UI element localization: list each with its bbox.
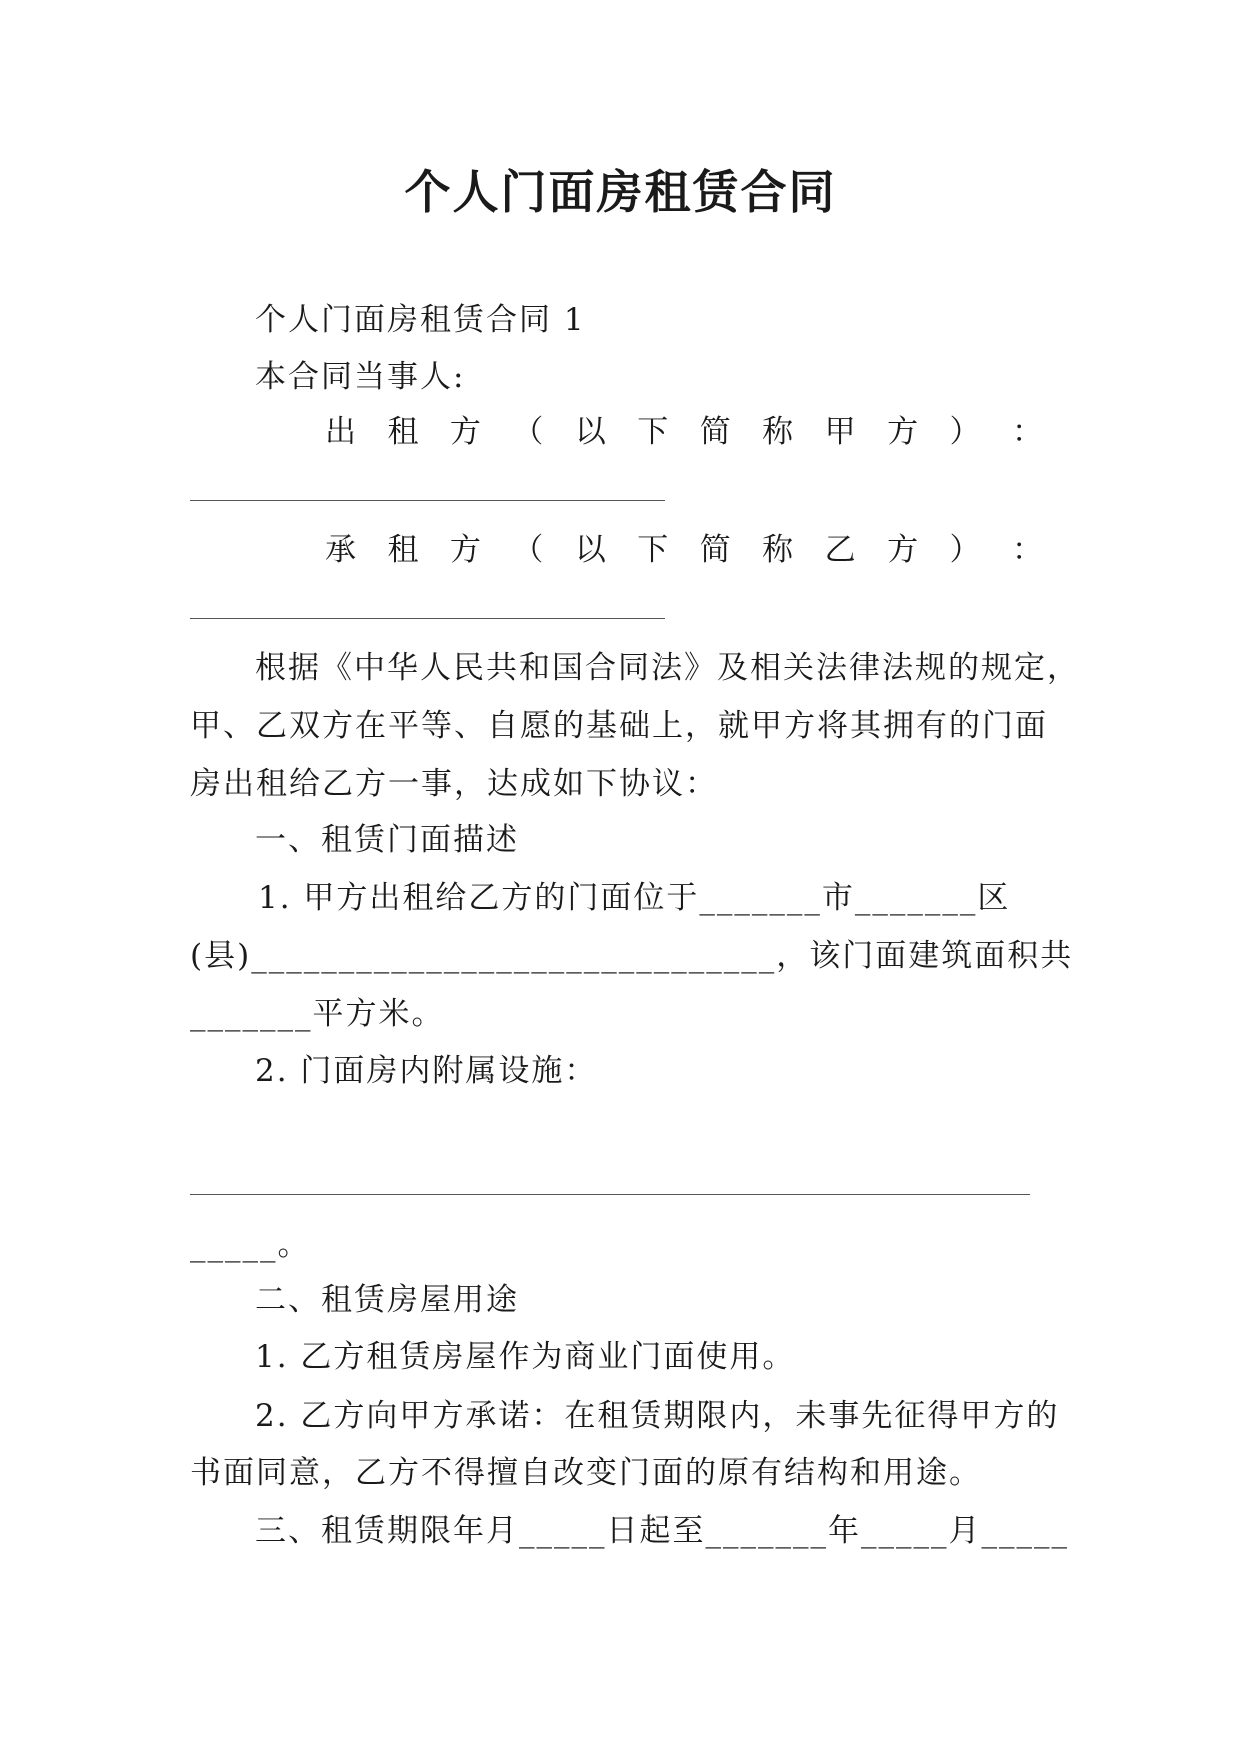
paragraph: 2. 门面房内附属设施： <box>255 1053 598 1089</box>
paragraph: 1. 甲方出租给乙方的门面位于_______市_______区 <box>258 880 1011 916</box>
section-heading: 三、租赁期限年月_____日起至_______年_____月_____ <box>255 1513 1069 1549</box>
paragraph: 本合同当事人: <box>255 359 466 395</box>
blank-line <box>190 500 665 501</box>
lessee-line: 承 租 方 （ 以 下 简 称 乙 方 ） ： <box>325 532 1045 568</box>
paragraph: 根据《中华人民共和国合同法》及相关法律法规的规定， <box>255 650 1080 686</box>
paragraph: 2. 乙方向甲方承诺：在租赁期限内，未事先征得甲方的 <box>255 1398 1060 1434</box>
lessor-line: 出 租 方 （ 以 下 简 称 甲 方 ） ： <box>325 414 1045 450</box>
paragraph: 个人门面房租赁合同 1 <box>255 302 586 338</box>
section-heading: 一、租赁门面描述 <box>255 822 519 858</box>
paragraph: 甲、乙双方在平等、自愿的基础上，就甲方将其拥有的门面 <box>190 708 1048 744</box>
section-heading: 二、租赁房屋用途 <box>255 1282 519 1318</box>
paragraph: 1. 乙方租赁房屋作为商业门面使用。 <box>255 1339 796 1375</box>
paragraph: 书面同意，乙方不得擅自改变门面的原有结构和用途。 <box>190 1455 982 1491</box>
blank-line <box>190 1194 1030 1195</box>
paragraph: 房出租给乙方一事，达成如下协议： <box>190 766 718 802</box>
document-title: 个人门面房租赁合同 <box>404 165 837 219</box>
paragraph: (县)______________________________，该门面建筑面积共 <box>190 938 1074 974</box>
paragraph: _____。 <box>190 1227 311 1263</box>
paragraph: _______平方米。 <box>190 996 445 1032</box>
blank-line <box>190 618 665 619</box>
